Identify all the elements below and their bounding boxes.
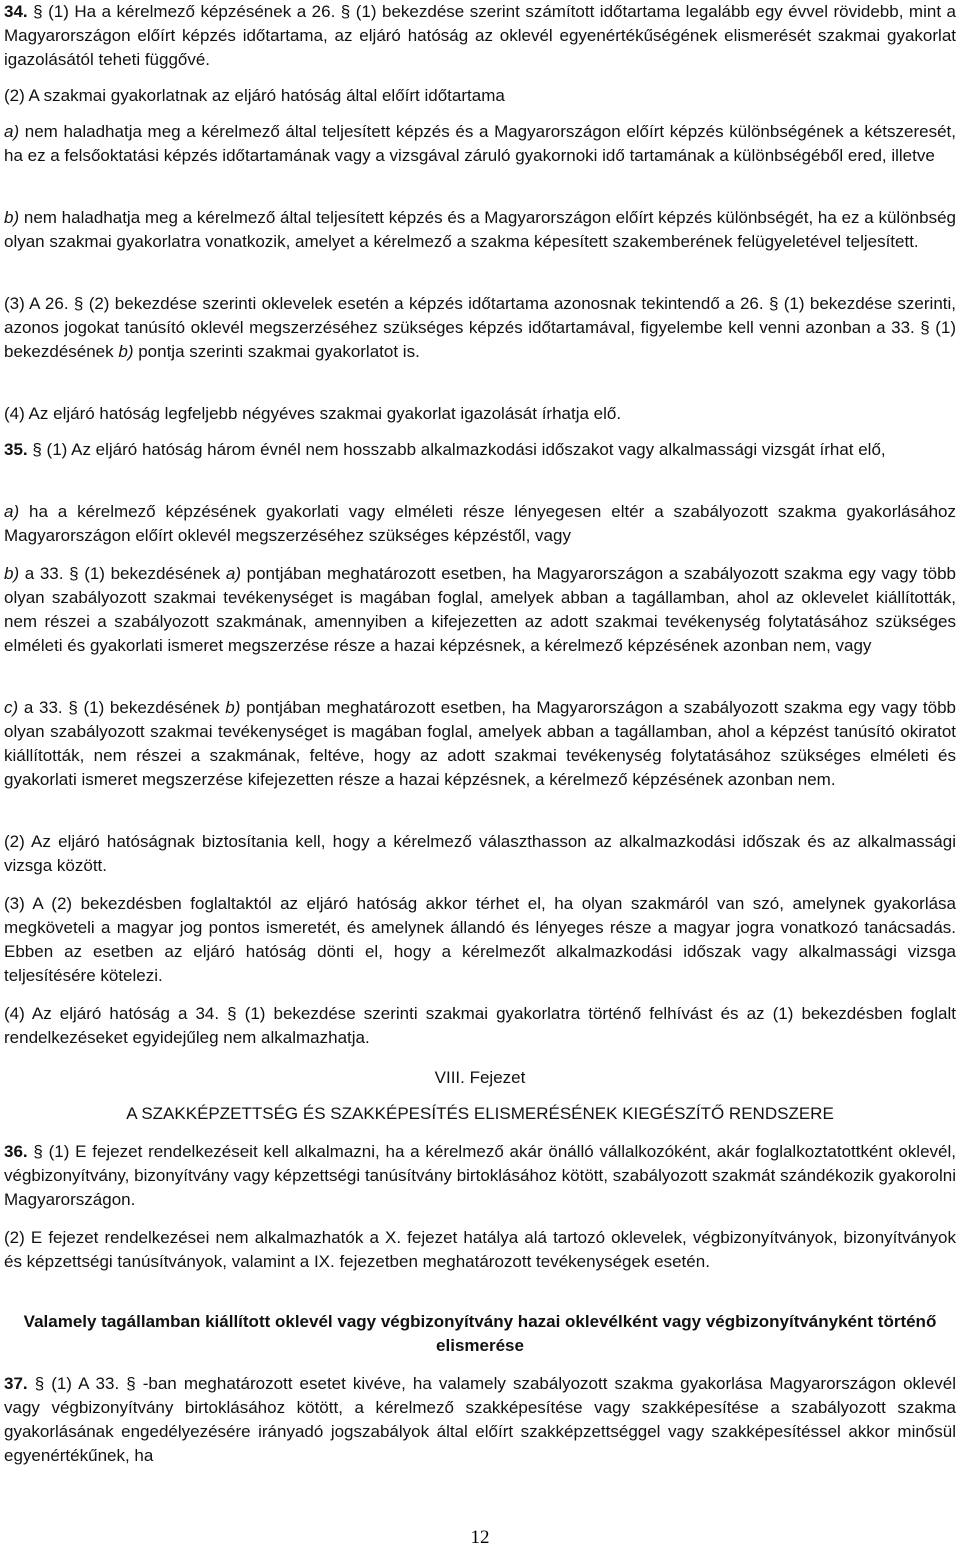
text-run: nem haladhatja meg a kérelmező által teljesített képzés és a Magyarországon előírt képzés különbségének a kétszeresét, ha ez a felsőoktatási képzés időtartamának vagy a vizsgával záruló gyakornoki idő tartamának a különbségéből ered, illetve (4, 122, 956, 165)
paragraph-s34-1 (4, 0, 956, 72)
text-run: 35. (4, 440, 33, 459)
text-run: (3) A 26. § (2) bekezdése szerinti oklevelek esetén a képzés időtartama azonosnak tekintendő a 26. § (1) bekezdése szerinti, azonos jogokat tanúsító oklevél megszerzéséhez szükséges képzés időtartamával, figyelembe kell venni azonban a 33. § (1) bekezdésének (4, 294, 956, 361)
text-run: b) (4, 564, 20, 583)
paragraph-section-heading (4, 1310, 956, 1358)
text-run: 34. (4, 2, 34, 21)
text-run: c) (4, 698, 19, 717)
text-run: a) (4, 122, 20, 141)
text-run: Valamely tagállamban kiállított oklevél vagy végbizonyítvány hazai oklevélként vagy végbizonyítványként történő elismerése (23, 1312, 937, 1355)
text-run: b) (4, 208, 20, 227)
paragraph-s35-1b (4, 562, 956, 658)
text-run: A SZAKKÉPZETTSÉG ÉS SZAKKÉPESÍTÉS ELISMERÉSÉNEK KIEGÉSZÍTŐ RENDSZERE (126, 1104, 834, 1123)
text-run: a 33. § (1) bekezdésének (19, 564, 226, 583)
text-run: § (1) Az eljáró hatóság három évnél nem hosszabb alkalmazkodási időszakot vagy alkalmassági vizsgát írhat elő, (32, 440, 886, 459)
paragraph-s35-1a (4, 500, 956, 548)
text-run: § (1) E fejezet rendelkezéseit kell alkalmazni, ha a kérelmező akár önálló vállalkozóként, akár foglalkoztatottként oklevél, végbizonyítvány, bizonyítvány vagy képzettségi tanúsítvány birtoklásához kötött, szabályozott szakmát szándékozik gyakorolni Magyarországon. (4, 1142, 956, 1209)
text-run: ha a kérelmező képzésének gyakorlati vagy elméleti része lényegesen eltér a szabályozott szakma gyakorlásához Magyarországon előírt oklevél megszerzéséhez szükséges képzéstől, vagy (4, 502, 956, 545)
paragraph-s34-4 (4, 402, 956, 426)
text-run: (2) A szakmai gyakorlatnak az eljáró hatóság által előírt időtartama (4, 86, 505, 105)
text-run: b) (118, 342, 134, 361)
text-run: (4) Az eljáró hatóság legfeljebb négyéves szakmai gyakorlat igazolását írhatja elő. (4, 404, 622, 423)
text-run: 37. (4, 1374, 35, 1393)
text-run: pontjában meghatározott esetben, ha Magyarországon a szabályozott szakma egy vagy több olyan szabályozott szakmai tevékenységet is magában foglal, amelyek abban a tagállamban, ahol a képzést tanúsító okiratot kiállították, nem részei a szakmának, feltéve, hogy az adott szakmai tevékenység folytatásához szükséges elméleti és gyakorlati ismeret megszerzése kifejezetten része a hazai képzésnek, a kérelmező képzésének azonban nem. (4, 698, 956, 789)
page-number: 12 (470, 1527, 490, 1548)
paragraph-s35-4 (4, 1002, 956, 1050)
text-run: (4) Az eljáró hatóság a 34. § (1) bekezdése szerinti szakmai gyakorlatra történő felhívást és az (1) bekezdésben foglalt rendelkezéseket egyidejűleg nem alkalmazhatja. (4, 1004, 956, 1047)
text-run: pontja szerinti szakmai gyakorlatot is. (133, 342, 420, 361)
text-run: (3) A (2) bekezdésben foglaltaktól az eljáró hatóság akkor térhet el, ha olyan szakmáról van szó, amelynek gyakorlása megköveteli a magyar jog pontos ismeretét, és amelynek állandó és lényeges része a magyar jogra vonatkozó tanácsadás. Ebben az esetben az eljáró hatóság dönti el, hogy a kérelmezőt alkalmazkodási időszak vagy alkalmassági vizsga teljesítésére kötelezi. (4, 894, 956, 985)
paragraph-s35-3 (4, 892, 956, 988)
paragraph-chapter-number (4, 1066, 956, 1090)
paragraph-s34-2 (4, 84, 956, 108)
text-run: a) (225, 564, 241, 583)
text-run: pontjában meghatározott esetben, ha Magyarországon a szabályozott szakma egy vagy több olyan szabályozott szakmai tevékenységet is magában foglal, amelyek abban a tagállamban, ahol az oklevelet kiállították, nem részei a szabályozott szakmának, amennyiben a kifejezetten az adott szakmai tevékenység folytatásához szükséges elméleti és gyakorlati ismeret megszerzése része a hazai képzésnek, a kérelmező képzésének azonban nem, vagy (4, 564, 956, 655)
text-run: (2) E fejezet rendelkezései nem alkalmazhatók a X. fejezet hatálya alá tartozó oklevelek, végbizonyítványok, bizonyítványok és képzettségi tanúsítványok, valamint a IX. fejezetben meghatározott tevékenységek esetén. (4, 1228, 956, 1271)
text-run: 36. (4, 1142, 34, 1161)
paragraph-s36-1 (4, 1140, 956, 1212)
paragraph-s36-2 (4, 1226, 956, 1274)
paragraph-s34-2b (4, 206, 956, 254)
paragraph-s35-1 (4, 438, 956, 462)
text-run: § (1) Ha a kérelmező képzésének a 26. § (1) bekezdése szerint számított időtartama legalább egy évvel rövidebb, mint a Magyarországon előírt képzés időtartama, az eljáró hatóság az oklevél egyenértékűségének elismerését szakmai gyakorlat igazolásától teheti függővé. (4, 2, 956, 69)
text-run: a) (4, 502, 20, 521)
text-run: b) (225, 698, 241, 717)
paragraph-s35-2 (4, 830, 956, 878)
paragraph-chapter-title (4, 1102, 956, 1126)
paragraph-s37-1 (4, 1372, 956, 1468)
text-run: § (1) A 33. § -ban meghatározott esetet kivéve, ha valamely szabályozott szakma gyakorlása Magyarországon oklevél vagy végbizonyítvány birtoklásához kötött, a kérelmező szakképesítése vagy szakképesítése a szabályozott szakma gyakorlásának engedélyezésére irányadó jogszabályok által előírt szakképzettséggel vagy szakképesítéssel akkor minősül egyenértékűnek, ha (4, 1374, 956, 1465)
paragraph-s35-1c (4, 696, 956, 792)
paragraph-s34-3 (4, 292, 956, 364)
text-run: a 33. § (1) bekezdésének (18, 698, 226, 717)
text-run: (2) Az eljáró hatóságnak biztosítania kell, hogy a kérelmező választhasson az alkalmazkodási időszak és az alkalmassági vizsga között. (4, 832, 956, 875)
paragraph-s34-2a (4, 120, 956, 168)
text-run: VIII. Fejezet (434, 1068, 526, 1087)
text-run: nem haladhatja meg a kérelmező által teljesített képzés és a Magyarországon előírt képzés különbségét, ha ez a különbség olyan szakmai gyakorlatra vonatkozik, amelyet a kérelmező a szakma képesített szakemberének felügyeletével teljesített. (4, 208, 956, 251)
